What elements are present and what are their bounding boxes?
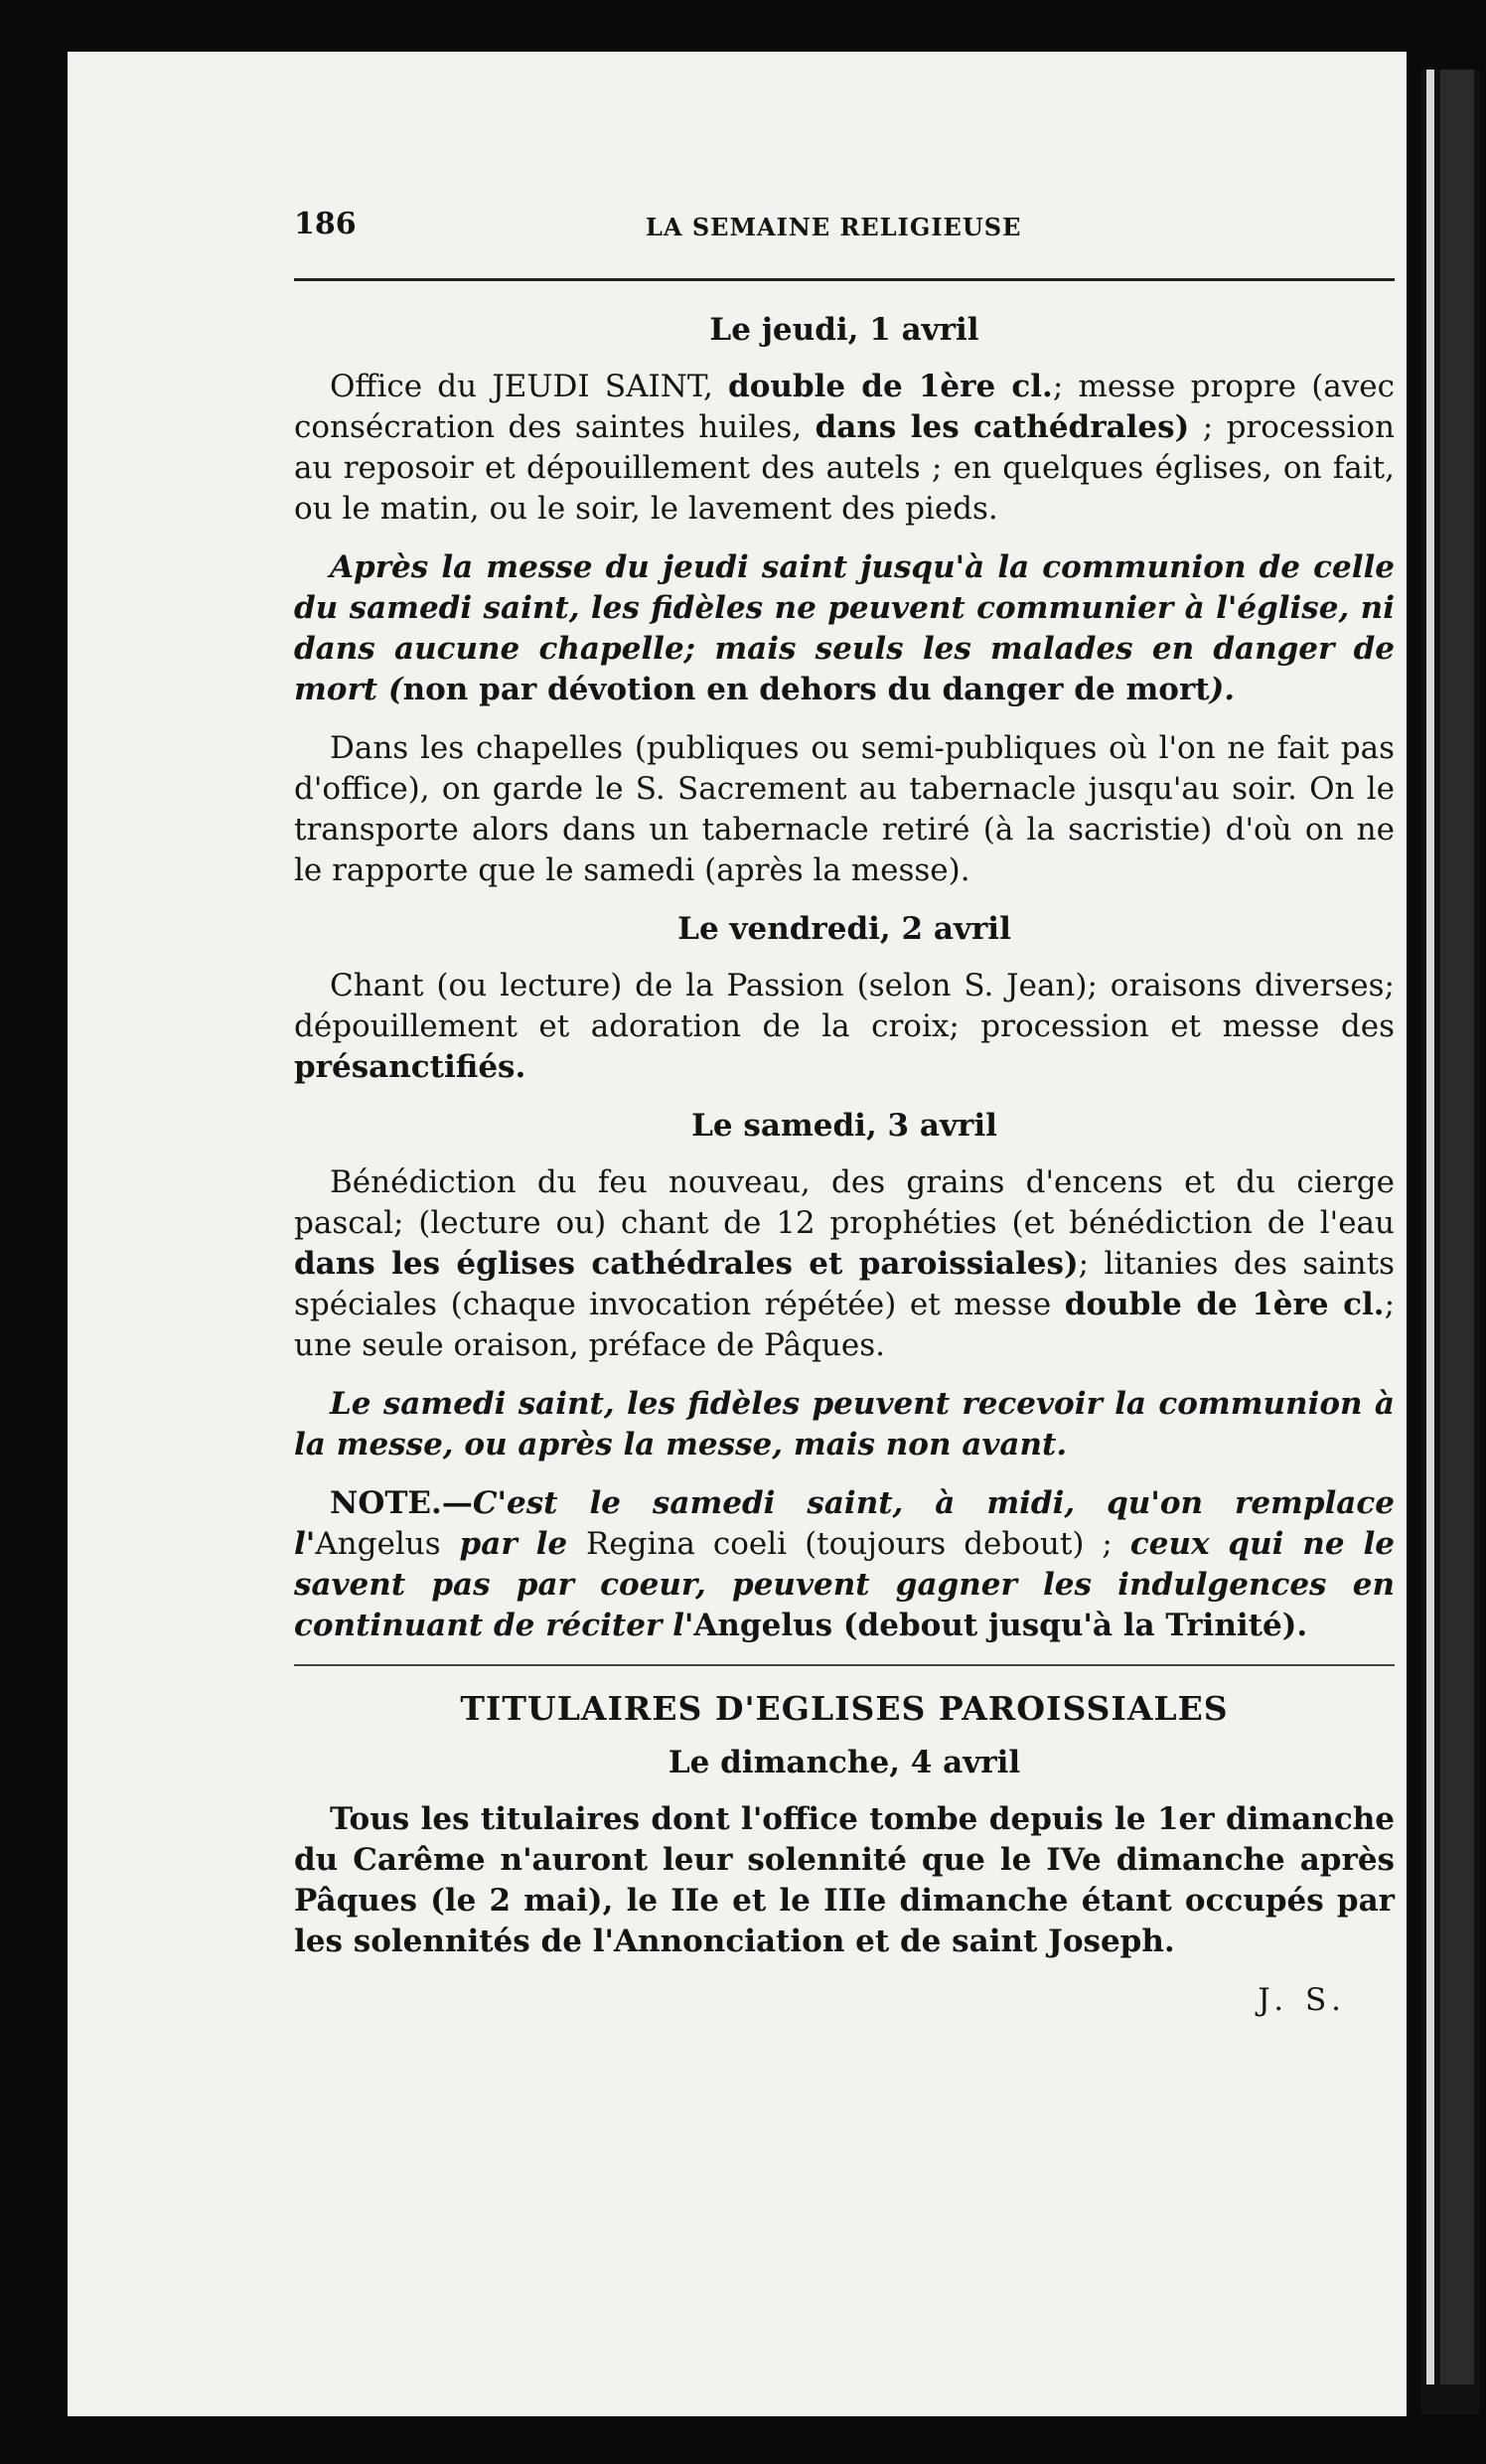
note-label: NOTE.— [330, 1485, 473, 1521]
article-body [294, 310, 1395, 2021]
text-run: C'est le samedi saint, à midi, qu'on remplace l' [294, 1485, 1395, 1562]
paragraph-note [294, 1483, 1395, 1646]
header-rule [294, 278, 1395, 281]
paragraph-chapels: Dans les chapelles (publiques ou semi-publiques où l'on ne fait pas d'office), on garde le S. Sacrement au tabernacle jusqu'au soir. On le transporte alors dans un tabernacle retiré (à la sacristie) d'où on ne le rapporte que le samedi (après la messe). [294, 730, 1395, 888]
running-head [294, 207, 1395, 246]
text-run: ceux qui ne le savent pas par coeur, peuvent gagner les indulgences en continuant de réciter l' [294, 1526, 1395, 1643]
text-run: Angelus [315, 1526, 441, 1562]
text-run: ; messe propre (avec consécration des saintes huiles, [294, 369, 1395, 445]
text-run: non par dévotion en dehors du danger de mort [402, 672, 1210, 707]
text-run: ; procession au reposoir et dépouillement des autels ; en quelques églises, on fait, ou le matin, ou le soir, le lavement des pieds. [294, 409, 1395, 527]
running-title: LA SEMAINE RELIGIEUSE [646, 213, 1022, 241]
page-number: 186 [294, 207, 357, 241]
text-run: ; une seule oraison, préface de Pâques. [294, 1287, 1396, 1363]
text-run: ). [1209, 672, 1236, 707]
text-run-bold: Angelus (debout jusqu'à la Trinité). [693, 1608, 1308, 1643]
text-run: ; litanies des saints spéciales (chaque invocation répétée) et messe [294, 1246, 1395, 1322]
text-run-bold: double de 1ère cl. [1064, 1287, 1385, 1322]
text-run: Après la messe du jeudi saint jusqu'à la communion de celle du samedi saint, les fidèles ne peuvent communier à l'église, ni dans aucune chapelle; mais seuls les malades en danger de mort ( [294, 549, 1395, 707]
adjacent-page-edge [1426, 70, 1434, 2385]
heading-thursday: Le jeudi, 1 avril [709, 312, 979, 348]
paragraph-saturday-communion: Le samedi saint, les fidèles peuvent recevoir la communion à la messe, ou après la messe, mais non avant. [294, 1386, 1395, 1463]
paragraph-friday [294, 966, 1395, 1088]
text-run: Chant (ou lecture) de la Passion (selon S. Jean); oraisons diverses; dépouillement et adoration de la croix; procession et messe des [294, 968, 1395, 1044]
paragraph-thursday-office [294, 367, 1395, 530]
heading-saturday: Le samedi, 3 avril [691, 1108, 997, 1144]
text-run-bold: dans les églises cathédrales et paroissiales) [294, 1246, 1079, 1282]
text-run: Bénédiction du feu nouveau, des grains d'encens et du cierge pascal; (lecture ou) chant de 12 prophéties (et bénédiction de l'eau [294, 1164, 1395, 1241]
text-run-bold: dans les cathédrales) [815, 409, 1190, 445]
paragraph-titulaires: Tous les titulaires dont l'office tombe depuis le 1er dimanche du Carême n'auront leur solennité que le IVe dimanche après Pâques (le 2 mai), le IIe et le IIIe dimanche étant occupés par les solennités de l'Annonciation et de saint Joseph. [294, 1801, 1395, 1959]
heading-sunday: Le dimanche, 4 avril [668, 1745, 1021, 1780]
signature: J. S. [1258, 1982, 1347, 2018]
section-title: TITULAIRES D'EGLISES PAROISSIALES [460, 1689, 1229, 1728]
paragraph-communion-rule [294, 547, 1395, 710]
book-binding-edge [1440, 70, 1474, 2385]
text-run: par le [440, 1526, 586, 1562]
text-run-bold: présanctifiés. [294, 1049, 526, 1085]
text-run: Regina coeli (toujours debout) ; [586, 1526, 1130, 1562]
paragraph-saturday [294, 1162, 1395, 1366]
heading-friday: Le vendredi, 2 avril [677, 911, 1011, 947]
section-rule [294, 1664, 1395, 1666]
text-run: Office du JEUDI SAINT, [330, 369, 729, 404]
text-run-bold: double de 1ère cl. [728, 369, 1053, 404]
